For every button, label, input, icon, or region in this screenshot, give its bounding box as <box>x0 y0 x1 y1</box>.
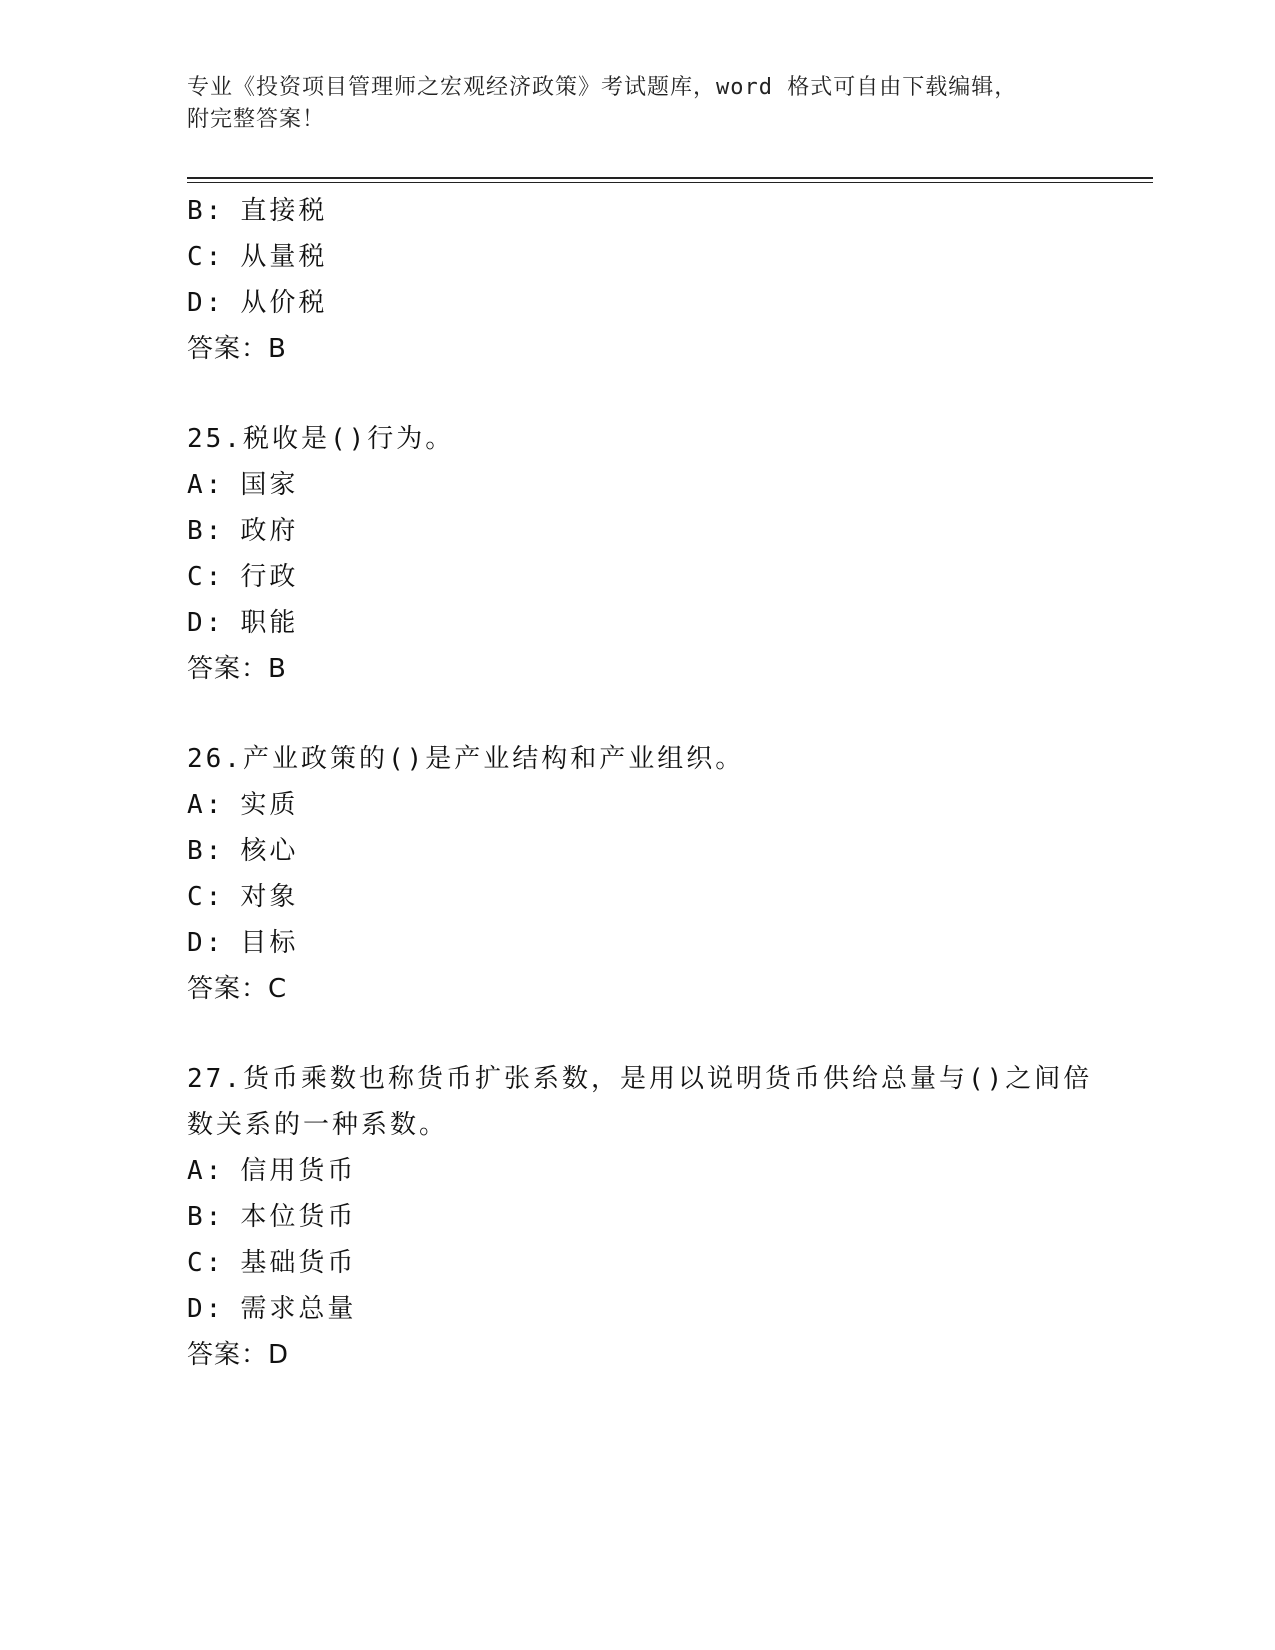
option-letter: D: <box>187 1294 225 1324</box>
answer-line: 答案：C <box>187 974 288 1004</box>
option-letter: D: <box>187 928 225 958</box>
option-item <box>187 1240 1087 1286</box>
option-letter: C: <box>187 882 225 912</box>
option-text: 需求总量 <box>240 1294 357 1324</box>
option-text: 核心 <box>240 836 299 866</box>
option-text: 信用货币 <box>240 1156 357 1186</box>
option-letter: B: <box>187 196 225 226</box>
option-item <box>187 828 1087 874</box>
option-letter: D: <box>187 288 225 318</box>
question-list <box>187 188 1093 1378</box>
option-item <box>187 508 1087 554</box>
option-item <box>187 600 1087 646</box>
option-text: 从量税 <box>240 242 328 272</box>
question-block-partial <box>187 188 1087 372</box>
option-item <box>187 234 1087 280</box>
option-text: 对象 <box>240 882 299 912</box>
option-letter: B: <box>187 836 225 866</box>
option-letter: D: <box>187 608 225 638</box>
question-text: 27.货币乘数也称货币扩张系数，是用以说明货币供给总量与()之间倍 <box>187 1064 1093 1094</box>
option-text: 行政 <box>240 562 299 592</box>
option-text: 目标 <box>240 928 299 958</box>
answer-line: 答案：B <box>187 654 287 684</box>
question-block-27 <box>187 1056 1093 1378</box>
question-block-25 <box>187 416 1087 692</box>
option-text: 职能 <box>240 608 299 638</box>
header-line-1: 专业《投资项目管理师之宏观经济政策》考试题库，word 格式可自由下载编辑， <box>187 75 1018 100</box>
header-line-2: 附完整答案！ <box>187 107 326 132</box>
option-item <box>187 782 1087 828</box>
option-letter: A: <box>187 470 225 500</box>
option-letter: B: <box>187 516 225 546</box>
spacer <box>187 692 1087 736</box>
option-item <box>187 920 1087 966</box>
question-text: 26.产业政策的()是产业结构和产业组织。 <box>187 744 745 774</box>
option-letter: B: <box>187 1202 225 1232</box>
option-item <box>187 874 1087 920</box>
option-text: 直接税 <box>240 196 328 226</box>
option-text: 国家 <box>240 470 299 500</box>
document-header <box>187 72 1087 136</box>
option-letter: C: <box>187 1248 225 1278</box>
option-letter: C: <box>187 242 225 272</box>
option-letter: C: <box>187 562 225 592</box>
answer-line: 答案：D <box>187 1340 290 1370</box>
answer-line: 答案：B <box>187 334 287 364</box>
option-item <box>187 1194 1087 1240</box>
option-item <box>187 1148 1087 1194</box>
option-item <box>187 280 1087 326</box>
option-text: 基础货币 <box>240 1248 357 1278</box>
header-divider-thin <box>187 182 1153 183</box>
option-item <box>187 188 1087 234</box>
option-text: 本位货币 <box>240 1202 357 1232</box>
question-text-continued: 数关系的一种系数。 <box>187 1110 449 1140</box>
option-text: 实质 <box>240 790 299 820</box>
option-text: 政府 <box>240 516 299 546</box>
option-text: 从价税 <box>240 288 328 318</box>
question-text: 25.税收是()行为。 <box>187 424 455 454</box>
header-divider-thick <box>187 177 1153 179</box>
option-item <box>187 1286 1087 1332</box>
spacer <box>187 1012 1087 1056</box>
option-letter: A: <box>187 1156 225 1186</box>
option-item <box>187 554 1087 600</box>
option-letter: A: <box>187 790 225 820</box>
spacer <box>187 372 1087 416</box>
question-block-26 <box>187 736 1087 1012</box>
option-item <box>187 462 1087 508</box>
